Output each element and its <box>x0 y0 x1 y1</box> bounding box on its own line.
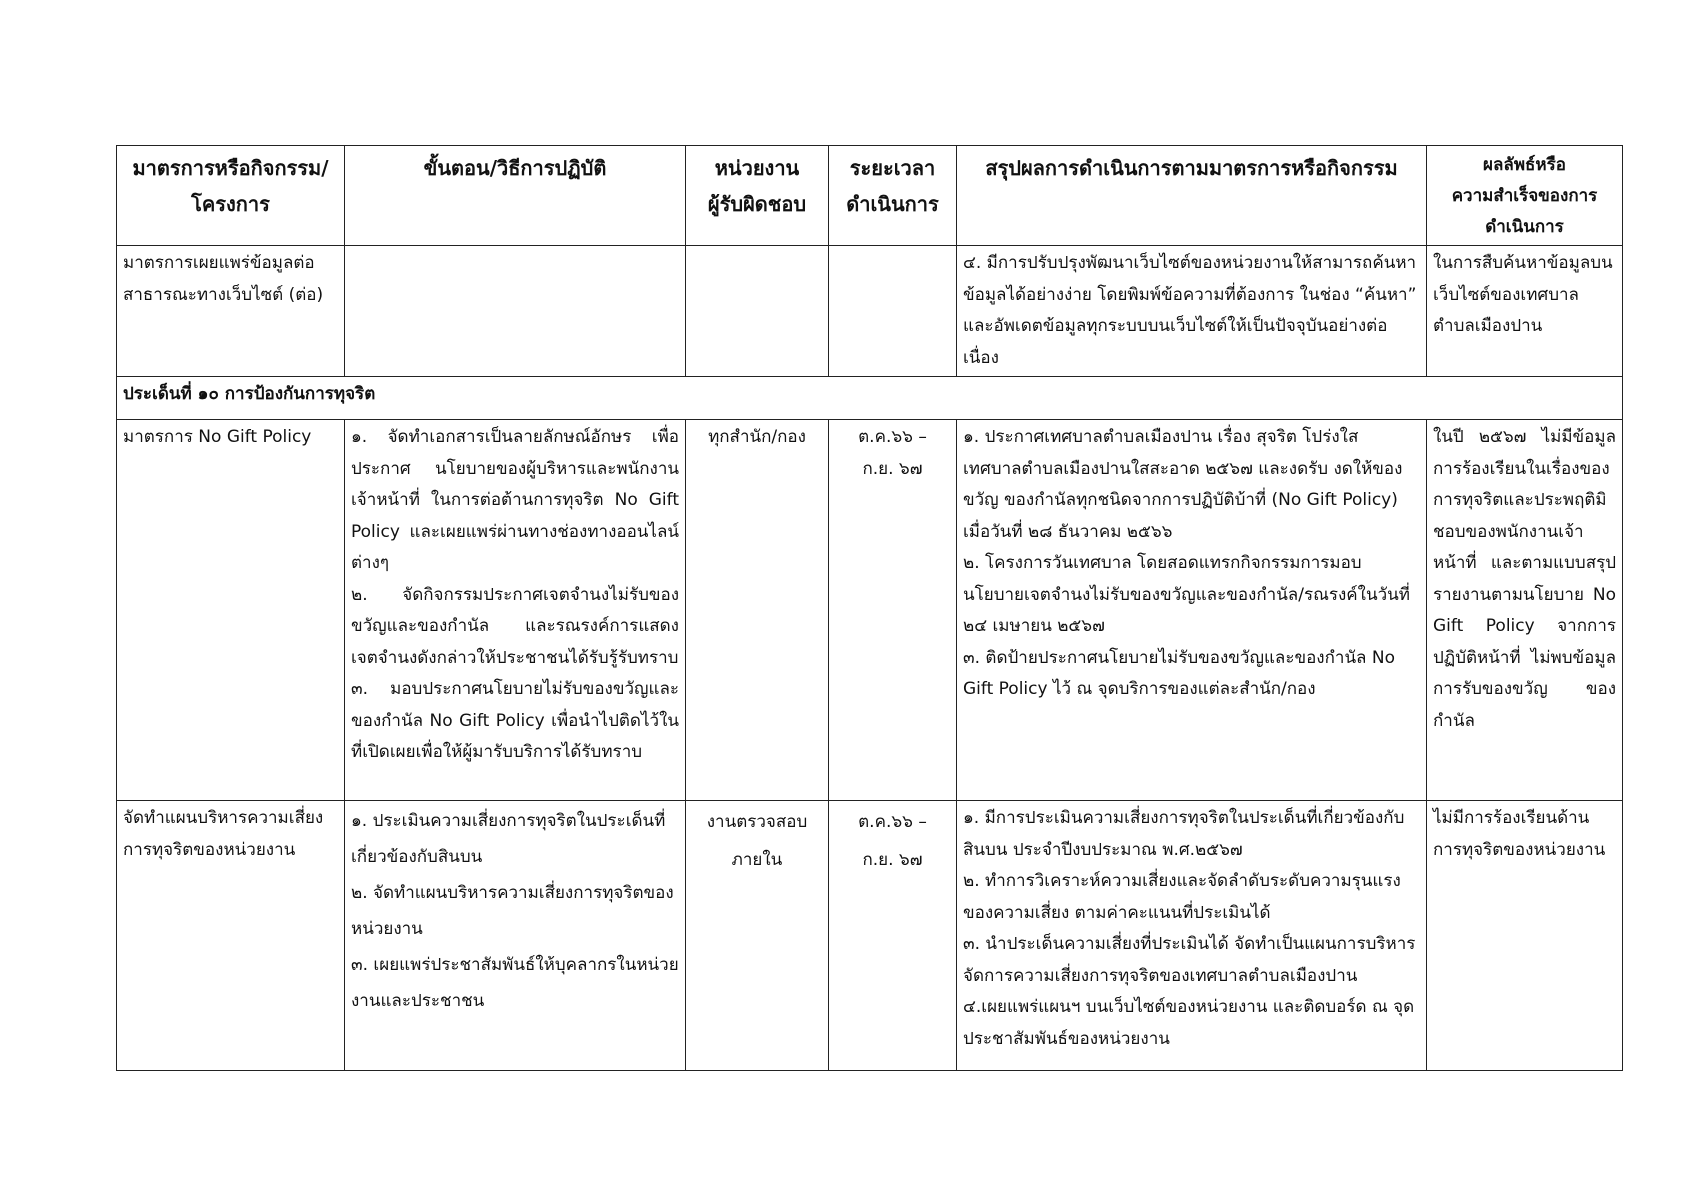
header-measure: มาตรการหรือกิจกรรม/ โครงการ <box>117 146 345 246</box>
table-row <box>117 801 1623 1071</box>
row2-summary-item: ๒. โครงการวันเทศบาล โดยสอดแทรกกิจกรรมการมอบนโยบายเจตจำนงไม่รับของขวัญและของกำนัล/รณรงค์ในวันที่ ๒๔ เมษายน ๒๕๖๗ <box>963 553 1410 636</box>
table-row <box>117 246 1623 377</box>
row3-step: ๑. ประเมินความเสี่ยงการทุจริตในประเด็นที่เกี่ยวข้องกับสินบน <box>351 811 666 867</box>
row1-result: ในการสืบค้นหาข้อมูลบนเว็บไซต์ของเทศบาลตำบลเมืองปาน <box>1427 246 1623 377</box>
row3-period: ต.ค.๖๖ – ก.ย. ๖๗ <box>829 801 957 1071</box>
row3-steps <box>345 801 686 1071</box>
section-title: ประเด็นที่ ๑๐ การป้องกันการทุจริต <box>117 377 1623 420</box>
row3-summary <box>957 801 1427 1071</box>
row2-period: ต.ค.๖๖ – ก.ย. ๖๗ <box>829 420 957 801</box>
row3-unit: งานตรวจสอบ ภายใน <box>686 801 829 1071</box>
row3-summary-item: ๒. ทำการวิเคราะห์ความเสี่ยงและจัดลำดับระดับความรุนแรงของความเสี่ยง ตามค่าคะแนนที่ประเมินได้ <box>963 871 1401 923</box>
row2-step: ๒. จัดกิจกรรมประกาศเจตจำนงไม่รับของขวัญและของกำนัล และรณรงค์การแสดงเจตจำนงดังกล่าวให้ประชาชนได้รับรู้รับทราบ <box>351 584 679 668</box>
header-result: ผลลัพธ์หรือ ความสำเร็จของการ ดำเนินการ <box>1427 146 1623 246</box>
header-period: ระยะเวลา ดำเนินการ <box>829 146 957 246</box>
header-unit: หน่วยงาน ผู้รับผิดชอบ <box>686 146 829 246</box>
row1-steps <box>345 246 686 377</box>
row1-unit <box>686 246 829 377</box>
row3-measure: จัดทำแผนบริหารความเสี่ยงการทุจริตของหน่วยงาน <box>117 801 345 1071</box>
row3-summary-item: ๔.เผยแพร่แผนฯ บนเว็บไซต์ของหน่วยงาน และติดบอร์ด ณ จุดประชาสัมพันธ์ของหน่วยงาน <box>963 997 1415 1049</box>
row2-result: ในปี ๒๕๖๗ ไม่มีข้อมูลการร้องเรียนในเรื่องของการทุจริตและประพฤติมิชอบของพนักงานเจ้าหน้าที่ และตามแบบสรุปรายงานตามนโยบาย No Gift Policy จากการปฏิบัติหน้าที่ ไม่พบข้อมูลการรับของขวัญ ของกำนัล <box>1427 420 1623 801</box>
row2-unit: ทุกสำนัก/กอง <box>686 420 829 801</box>
row3-step: ๓. เผยแพร่ประชาสัมพันธ์ให้บุคลากรในหน่วยงานและประชาชน <box>351 955 679 1011</box>
row2-measure: มาตรการ No Gift Policy <box>117 420 345 801</box>
row2-summary <box>957 420 1427 801</box>
row3-summary-item: ๑. มีการประเมินความเสี่ยงการทุจริตในประเด็นที่เกี่ยวข้องกับสินบน ประจำปีงบประมาณ พ.ศ.๒๕๖๗ <box>963 808 1405 860</box>
table-row <box>117 420 1623 801</box>
row3-result: ไม่มีการร้องเรียนด้านการทุจริตของหน่วยงาน <box>1427 801 1623 1071</box>
row2-summary-item: ๓. ติดป้ายประกาศนโยบายไม่รับของขวัญและของกำนัล No Gift Policy ไว้ ณ จุดบริการของแต่ละสำนัก/กอง <box>963 647 1395 699</box>
row3-step: ๒. จัดทำแผนบริหารความเสี่ยงการทุจริตของหน่วยงาน <box>351 883 674 939</box>
header-summary: สรุปผลการดำเนินการตามมาตรการหรือกิจกรรม <box>957 146 1427 246</box>
row1-measure: มาตรการเผยแพร่ข้อมูลต่อสาธารณะทางเว็บไซต์ (ต่อ) <box>117 246 345 377</box>
report-table <box>116 145 1623 1071</box>
row2-step: ๑. จัดทำเอกสารเป็นลายลักษณ์อักษร เพื่อประกาศ นโยบายของผู้บริหารและพนักงานเจ้าหน้าที่ ในการต่อต้านการทุจริต No Gift Policy และเผยแพร่ผ่านทางช่องทางออนไลน์ต่างๆ <box>351 427 679 573</box>
header-steps: ขั้นตอน/วิธีการปฏิบัติ <box>345 146 686 246</box>
row1-summary: ๔. มีการปรับปรุงพัฒนาเว็บไซต์ของหน่วยงานให้สามารถค้นหาข้อมูลได้อย่างง่าย โดยพิมพ์ข้อความที่ต้องการ ในช่อง “ค้นหา” และอัพเดตข้อมูลทุกระบบบนเว็บไซต์ให้เป็นปัจจุบันอย่างต่อเนื่อง <box>957 246 1427 377</box>
row3-summary-item: ๓. นำประเด็นความเสี่ยงที่ประเมินได้ จัดทำเป็นแผนการบริหารจัดการความเสี่ยงการทุจริตของเทศบาลตำบลเมืองปาน <box>963 934 1416 986</box>
section-row <box>117 377 1623 420</box>
row2-step: ๓. มอบประกาศนโยบายไม่รับของขวัญและของกำนัล No Gift Policy เพื่อนำไปติดไว้ในที่เปิดเผยเพื่อให้ผู้มารับบริการได้รับทราบ <box>351 679 679 762</box>
row2-steps <box>345 420 686 801</box>
row1-period <box>829 246 957 377</box>
table-header-row <box>117 146 1623 246</box>
row2-summary-item: ๑. ประกาศเทศบาลตำบลเมืองปาน เรื่อง สุจริต โปร่งใส เทศบาลตำบลเมืองปานใสสะอาด ๒๕๖๗ และงดรับ งดให้ของขวัญ ของกำนัลทุกชนิดจากการปฏิบัติบ้าที่ (No Gift Policy) เมื่อวันที่ ๒๘ ธันวาคม ๒๕๖๖ <box>963 427 1403 542</box>
